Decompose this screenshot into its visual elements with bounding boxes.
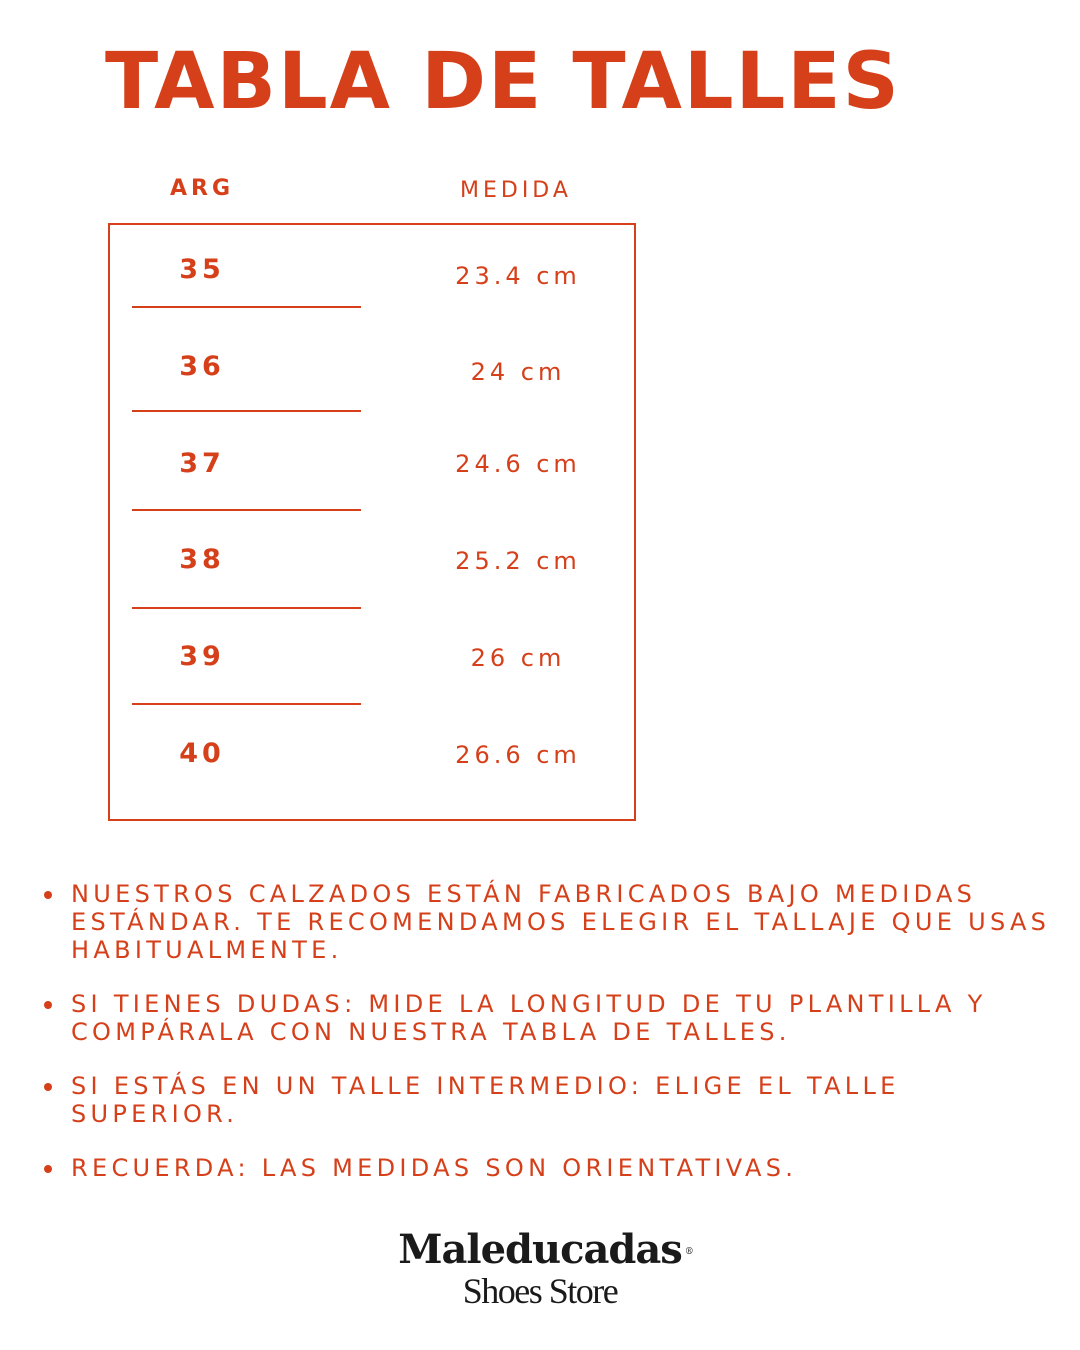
row-divider (132, 509, 361, 511)
row-divider (132, 703, 361, 705)
size-value: 38 (179, 544, 225, 575)
measure-value: 26 cm (470, 644, 566, 672)
note-text: RECUERDA: LAS MEDIDAS SON ORIENTATIVAS. (71, 1154, 798, 1182)
registered-mark: ® (684, 1247, 694, 1257)
brand-subtitle: Shoes Store (462, 1271, 618, 1311)
note-text: SI TIENES DUDAS: MIDE LA LONGITUD DE TU PLANTILLA Y COMPÁRALA CON NUESTRA TABLA DE TALLES. (71, 990, 987, 1046)
size-notes-list (44, 880, 1054, 1208)
page-title: TABLA DE TALLES (105, 37, 901, 127)
bullet-icon (44, 1083, 52, 1091)
bullet-icon (44, 891, 52, 899)
note-text: SI ESTÁS EN UN TALLE INTERMEDIO: ELIGE EL TALLE SUPERIOR. (71, 1072, 900, 1128)
measure-value: 26.6 cm (455, 741, 581, 769)
list-item (44, 990, 1054, 1046)
bullet-icon (44, 1165, 52, 1173)
bullet-icon (44, 1001, 52, 1009)
column-header-arg: ARG (170, 176, 235, 201)
size-value: 37 (179, 448, 225, 479)
size-table-frame (108, 223, 636, 821)
size-value: 35 (179, 254, 225, 285)
list-item (44, 1072, 1054, 1128)
measure-value: 23.4 cm (455, 262, 581, 290)
list-item (44, 880, 1054, 964)
row-divider (132, 607, 361, 609)
note-text: NUESTROS CALZADOS ESTÁN FABRICADOS BAJO MEDIDAS ESTÁNDAR. TE RECOMENDAMOS ELEGIR EL TALLAJE QUE USAS HABITUALMENTE. (71, 880, 1051, 964)
size-value: 39 (179, 641, 225, 672)
measure-value: 25.2 cm (455, 547, 581, 575)
measure-value: 24.6 cm (455, 450, 581, 478)
row-divider (132, 410, 361, 412)
size-value: 36 (179, 351, 225, 382)
list-item (44, 1154, 1054, 1182)
measure-value: 24 cm (470, 358, 566, 386)
row-divider (132, 306, 361, 308)
brand-name-text: Maleducadas (398, 1226, 682, 1273)
brand-name (398, 1226, 694, 1273)
size-value: 40 (179, 738, 225, 769)
column-header-medida: MEDIDA (460, 178, 572, 203)
brand-logo (0, 1228, 1080, 1310)
